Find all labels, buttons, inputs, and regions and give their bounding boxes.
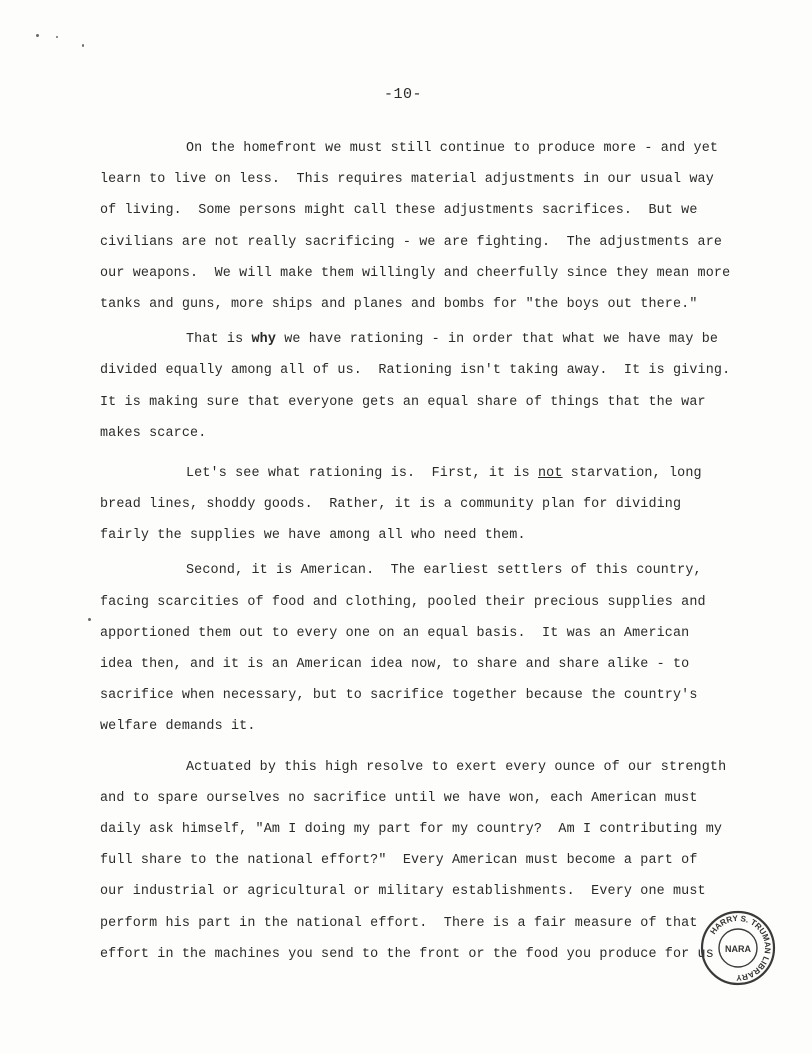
text-line: effort in the machines you send to the front or the food you produce for us bbox=[100, 946, 714, 962]
text-line: That is why we have rationing - in order that what we have may be bbox=[186, 332, 719, 348]
text-line: sacrifice when necessary, but to sacrifice together because the country's bbox=[100, 688, 698, 704]
emphasized-word: why bbox=[251, 332, 277, 348]
text-line: our weapons. We will make them willingly and cheerfully since they mean more bbox=[100, 265, 731, 281]
text-line: daily ask himself, "Am I doing my part for my country? Am I contributing my bbox=[100, 821, 723, 837]
page-number: -10- bbox=[384, 86, 423, 103]
scan-speck bbox=[56, 36, 58, 38]
text-line: welfare demands it. bbox=[100, 719, 256, 735]
text-line: bread lines, shoddy goods. Rather, it is a community plan for dividing bbox=[100, 497, 682, 513]
text-line: our industrial or agricultural or military establishments. Every one must bbox=[100, 884, 706, 900]
text-line: of living. Some persons might call these adjustments sacrifices. But we bbox=[100, 203, 698, 219]
stamp-ring-text: HARRY S. TRUMAN LIBRARY bbox=[708, 913, 773, 983]
paragraph bbox=[100, 458, 760, 552]
paragraph bbox=[100, 752, 760, 970]
text-line: civilians are not really sacrificing - we are fighting. The adjustments are bbox=[100, 234, 723, 250]
text-line: perform his part in the national effort. There is a fair measure of that bbox=[100, 915, 698, 931]
text-line: Second, it is American. The earliest settlers of this country, bbox=[186, 563, 702, 579]
text-line: Let's see what rationing is. First, it is not starvation, long bbox=[186, 465, 702, 481]
text-line: It is making sure that everyone gets an equal share of things that the war bbox=[100, 394, 706, 410]
text-line: learn to live on less. This requires material adjustments in our usual way bbox=[100, 172, 714, 188]
text-line: tanks and guns, more ships and planes and bombs for "the boys out there." bbox=[100, 296, 698, 312]
scan-speck bbox=[36, 34, 39, 37]
text-line: fairly the supplies we have among all who need them. bbox=[100, 528, 526, 544]
underlined-word: not bbox=[538, 465, 563, 481]
text-line: full share to the national effort?" Every American must become a part of bbox=[100, 853, 698, 869]
paragraph bbox=[100, 324, 760, 449]
text-line: idea then, and it is an American idea now, to share and share alike - to bbox=[100, 657, 690, 672]
scan-speck bbox=[82, 44, 84, 47]
paragraph bbox=[100, 133, 760, 320]
text-line: apportioned them out to every one on an equal basis. It was an American bbox=[100, 625, 690, 641]
paragraph bbox=[100, 555, 760, 742]
text-line: Actuated by this high resolve to exert every ounce of our strength bbox=[186, 759, 727, 775]
archive-stamp bbox=[698, 908, 778, 988]
text-line: and to spare ourselves no sacrifice until we have won, each American must bbox=[100, 790, 698, 806]
scan-speck bbox=[88, 618, 91, 621]
stamp-center-text: NARA bbox=[725, 944, 751, 954]
text-line: On the homefront we must still continue to produce more - and yet bbox=[186, 141, 719, 156]
document-body bbox=[100, 133, 760, 970]
text-line: divided equally among all of us. Rationing isn't taking away. It is giving. bbox=[100, 363, 731, 379]
text-line: facing scarcities of food and clothing, pooled their precious supplies and bbox=[100, 594, 706, 610]
text-line: makes scarce. bbox=[100, 425, 207, 441]
